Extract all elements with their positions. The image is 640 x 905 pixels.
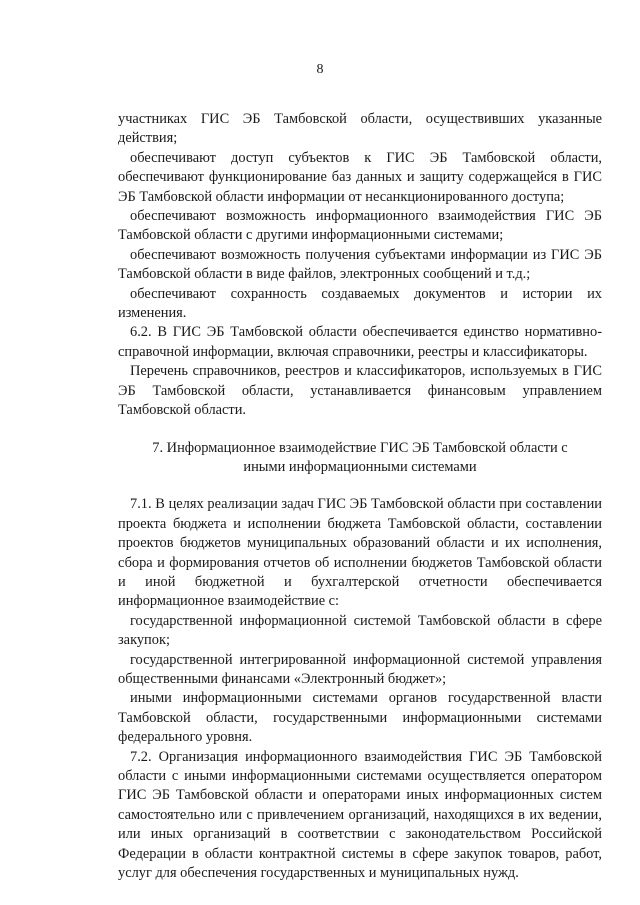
paragraph: 7.1. В целях реализации задач ГИС ЭБ Тамбовской области при составлении проекта бюджета и исполнении бюджета Тамбовской области, составлении проектов бюджетов муниципальных образований области и их исполнения, сбора и формирования отчетов об исполнении бюджетов Тамбовской области и иной бюджетной и бухгалтерской отчетности обеспечивается информационное взаимодействие с: [118,496,602,610]
paragraph: обеспечивают возможность получения субъектами информации из ГИС ЭБ Тамбовской области в виде файлов, электронных сообщений и т.д.; [118,246,602,283]
paragraph: иными информационными системами органов государственной власти Тамбовской области, государственными информационными системами федерального уровня. [118,690,602,746]
document-body [118,110,602,883]
paragraph: государственной интегрированной информационной системой управления общественными финансами «Электронный бюджет»; [118,651,602,687]
paragraph: обеспечивают возможность информационного взаимодействия ГИС ЭБ Тамбовской области с другими информационными системами; [118,208,602,244]
paragraph: Перечень справочников, реестров и классификаторов, используемых в ГИС ЭБ Тамбовской области, устанавливается финансовым управлением Тамбовской области. [118,363,602,419]
paragraph: обеспечивают сохранность создаваемых документов и истории их изменения. [118,285,602,322]
section-heading-line: 7. Информационное взаимодействие ГИС ЭБ Тамбовской области с [152,439,568,456]
paragraph: 6.2. В ГИС ЭБ Тамбовской области обеспечивается единство нормативно-справочной информации, включая справочники, реестры и классификаторы. [118,324,602,360]
paragraph: участниках ГИС ЭБ Тамбовской области, осуществивших указанные действия; [118,111,602,147]
page-number: 8 [316,62,324,77]
paragraph: обеспечивают доступ субъектов к ГИС ЭБ Тамбовской области, обеспечивают функционирование баз данных и защиту содержащейся в ГИС ЭБ Тамбовской области информации от несанкционированного доступа; [118,149,602,205]
section-heading [118,439,602,478]
paragraph: государственной информационной системой Тамбовской области в сфере закупок; [118,612,602,649]
section-heading-line: иными информационными системами [243,458,477,475]
paragraph: 7.2. Организация информационного взаимодействия ГИС ЭБ Тамбовской области с иными информационными системами осуществляется оператором ГИС ЭБ Тамбовской области и операторами иных информационных систем самостоятельно или с привлечением организаций, находящихся в их ведении, или иных организаций в соответствии с законодательством Российской Федерации в области контрактной системы в сфере закупок товаров, работ, услуг для обеспечения государственных и муниципальных нужд. [118,748,602,882]
